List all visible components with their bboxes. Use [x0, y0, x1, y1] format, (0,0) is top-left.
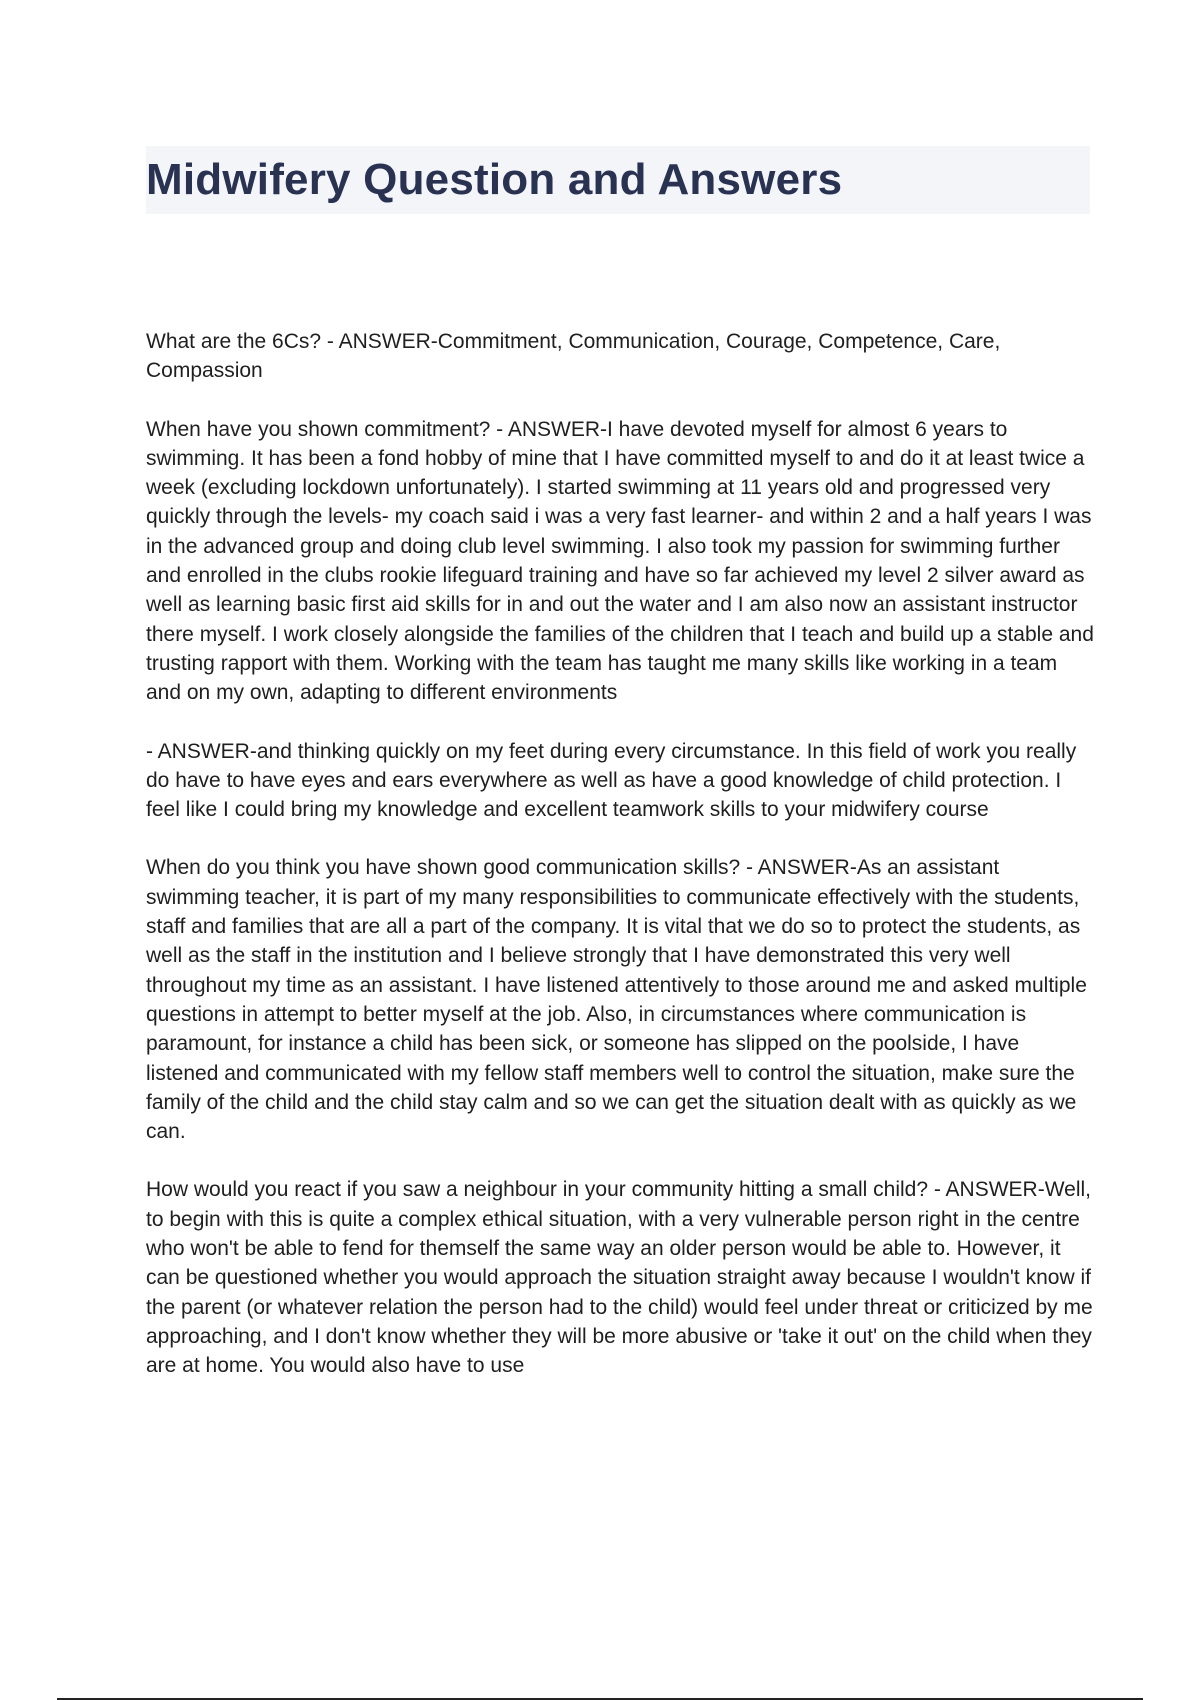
qa-item-commitment: When have you shown commitment? - ANSWER-I have devoted myself for almost 6 years to swimming. It has been a fond hobby of mine that I have committed myself to and do it at least twice a week (excluding lockdown unfortunately). I started swimming at 11 years old and progressed very quickly through the levels- my coach said i was a very fast learner- and within 2 and a half years I was in the advanced group and doing club level swimming. I also took my passion for swimming further and enrolled in the clubs rookie lifeguard training and have so far achieved my level 2 silver award as well as learning basic first aid skills for in and out the water and I am also now an assistant instructor there myself. I work closely alongside the families of the children that I teach and build up a stable and trusting rapport with them. Working with the team has taught me many skills like working in a team and on my own, adapting to different environments: [146, 417, 1094, 705]
qa-item-communication: When do you think you have shown good communication skills? - ANSWER-As an assistant swimming teacher, it is part of my many responsibilities to communicate effectively with the students, staff and families that are all a part of the company. It is vital that we do so to protect the students, as well as the staff in the institution and I believe strongly that I have demonstrated this very well throughout my time as an assistant. I have listened attentively to those around me and asked multiple questions in attempt to better myself at the job. Also, in circumstances where communication is paramount, for instance a child has been sick, or someone has slipped on the poolside, I have listened and communicated with my fellow staff members well to control the situation, make sure the family of the child and the child stay calm and so we can get the situation dealt with as quickly as we can.: [146, 856, 1087, 1144]
page-title: Midwifery Question and Answers: [146, 155, 843, 204]
qa-item-neighbour-scenario: How would you react if you saw a neighbour in your community hitting a small child? - ANSWER-Well, to begin with this is quite a complex ethical situation, with a very vulnerable person right in the centre who won't be able to fend for themself the same way an older person would be able to. However, it can be questioned whether you would approach the situation straight away because I wouldn't know if the parent (or whatever relation the person had to the child) would feel under threat or criticized by me approaching, and I don't know whether they will be more abusive or 'take it out' on the child when they are at home. You would also have to use: [146, 1178, 1093, 1378]
qa-list: [146, 327, 1096, 1410]
qa-item-commitment-continued: - ANSWER-and thinking quickly on my feet during every circumstance. In this field of work you really do have to have eyes and ears everywhere as well as have a good knowledge of child protection. I feel like I could bring my knowledge and excellent teamwork skills to your midwifery course: [146, 739, 1077, 822]
title-banner: [146, 146, 1090, 214]
qa-item-6cs: What are the 6Cs? - ANSWER-Commitment, Communication, Courage, Competence, Care, Compassion: [146, 330, 1001, 383]
